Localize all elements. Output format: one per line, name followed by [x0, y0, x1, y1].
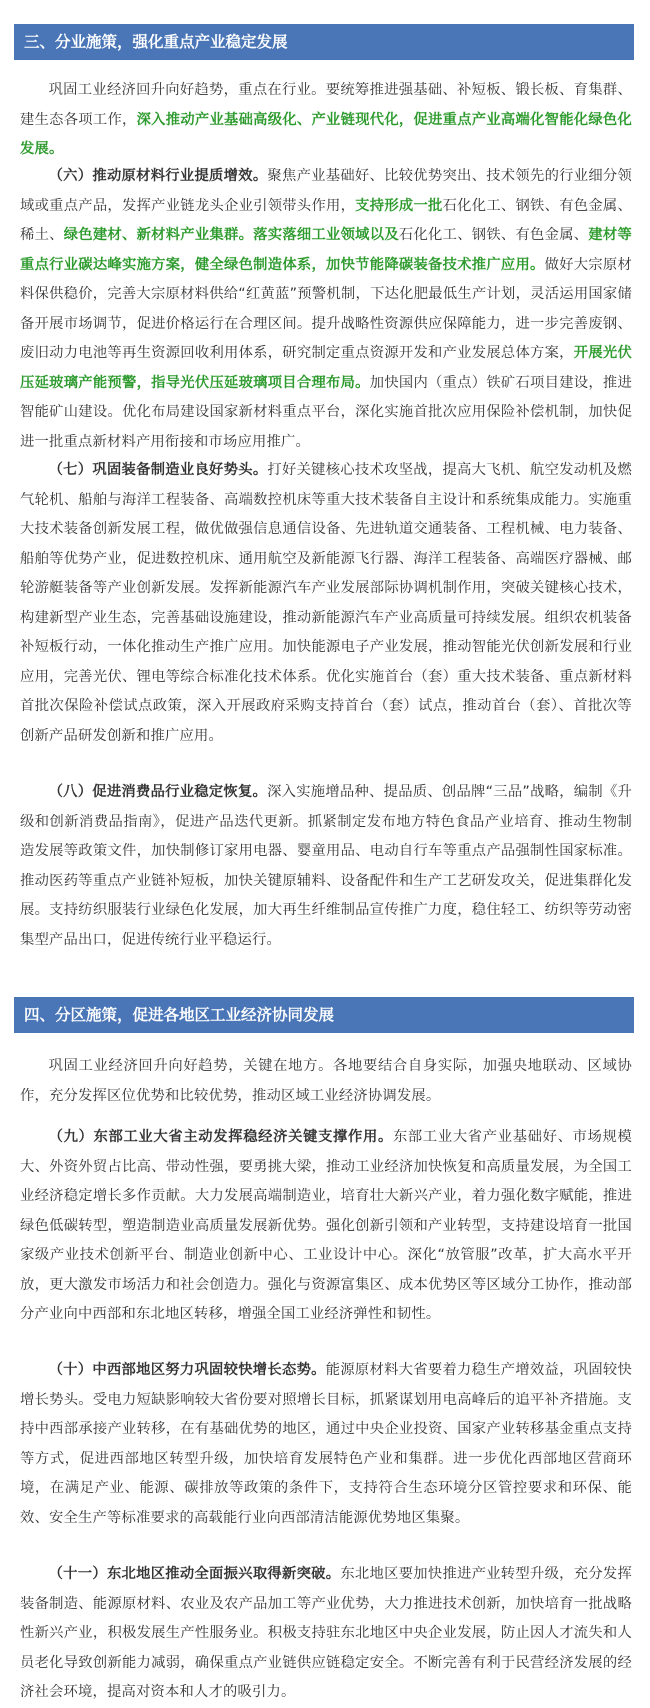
highlighted-text: 绿色建材、新材料产业集群。: [63, 227, 254, 243]
item-7-paragraph: [20, 456, 632, 751]
text-run: 巩固工业经济回升向好趋势，关键在地方。各地要结合自身实际，加强央地联动、区域协作，充分发挥区位优势和比较优势，推动区域工业经济协调发展。: [20, 1058, 632, 1104]
item-9-paragraph: [20, 1123, 632, 1330]
item-6-title: （六）推动原材料行业提质增效。: [48, 168, 268, 184]
item-7-title: （七）巩固装备制造业良好势头。: [48, 462, 268, 478]
text-run: 东部工业大省产业基础好、市场规模大、外资外贸占比高、带动性强，要勇挑大梁，推动工业经济加快恢复和高质量发展，为全国工业经济稳定增长多作贡献。大力发展高端制造业，培育壮大新兴产业，着力强化数字赋能，推进绿色低碳转型，塑造制造业高质量发展新优势。强化创新引领和产业转型，支持建设培育一批国家级产业技术创新平台、制造业创新中心、工业设计中心。深化“放管服”改革，扩大高水平开放，更大激发市场活力和社会创造力。强化与资源富集区、成本优势区等区域分工协作，推动部分产业向中西部和东北地区转移，增强全国工业经济弹性和韧性。: [20, 1129, 632, 1322]
highlighted-text: 建材等重点行业碳达峰实施方案，健全绿色制造体系，加快节能降碳装备技术推广应用。: [20, 227, 633, 273]
text-run: 聚焦产业基础好、比较优势突出、技术领先的行业细分领域或重点产品，发挥产业链龙头企业引领带头作用，: [20, 168, 632, 214]
section-header-4: 四、分区施策，促进各地区工业经济协同发展: [14, 997, 634, 1033]
section-3-intro: [20, 76, 632, 165]
item-8-title: （八）促进消费品行业稳定恢复。: [48, 784, 268, 800]
item-10-title: （十）中西部地区努力巩固较快增长态势。: [48, 1362, 326, 1378]
section-header-3: 三、分业施策，强化重点产业稳定发展: [14, 24, 634, 60]
highlighted-text: 深入推动产业基础高级化、产业链现代化，促进重点产业高端化智能化绿色化发展。: [20, 111, 632, 157]
item-8-paragraph: [20, 778, 632, 955]
text-run: 做好大宗原材料保供稳价，完善大宗原材料供给“红黄蓝”预警机制，下达化肥最低生产计划，灵活运用国家储备开展市场调节，促进价格运行在合理区间。提升战略性资源供应保障能力，进一步完善废钢、废旧动力电池等再生资源回收利用体系，研究制定重点资源开发和产业发展总体方案，: [20, 256, 633, 361]
text-run: 东北地区要加快推进产业转型升级，充分发挥装备制造、能源原材料、农业及农产品加工等产业优势，大力推进技术创新，加快培育一批战略性新兴产业，积极发展生产性服务业。积极支持驻东北地区中央企业发展，防止因人才流失和人员老化导致创新能力减弱，确保重点产业链供应链稳定安全。不断完善有利于民营经济发展的经济社会环境，提高对资本和人才的吸引力。: [20, 1566, 632, 1700]
text-run: 石化化工、钢铁、有色金属、稀土、: [20, 197, 632, 243]
section-4-intro: [20, 1052, 632, 1111]
item-6-paragraph: [20, 162, 632, 457]
item-11-paragraph: [20, 1560, 632, 1708]
item-11-title: （十一）东北地区推动全面振兴取得新突破。: [48, 1566, 341, 1582]
text-run: 打好关键核心技术攻坚战，提高大飞机、航空发动机及燃气轮机、船舶与海洋工程装备、高端数控机床等重大技术装备自主设计和系统集成能力。实施重大技术装备创新发展工程，做优做强信息通信设备、先进轨道交通装备、工程机械、电力装备、船舶等优势产业，促进数控机床、通用航空及新能源飞行器、海洋工程装备、高端医疗器械、邮轮游艇装备等产业创新发展。发挥新能源汽车产业发展部际协调机制作用，突破关键核心技术，构建新型产业生态，完善基础设施建设，推动新能源汽车产业高质量可持续发展。组织农机装备补短板行动，一体化推动生产推广应用。加快能源电子产业发展，推动智能光伏创新发展和行业应用，完善光伏、锂电等综合标准化技术体系。优化实施首台（套）重大技术装备、重点新材料首批次保险补偿试点政策，深入开展政府采购支持首台（套）试点，推动首台（套）、首批次等创新产品研发创新和推广应用。: [20, 462, 632, 744]
highlighted-text: 开展光伏压延玻璃产能预警，指导光伏压延玻璃项目合理布局。: [20, 345, 632, 391]
highlighted-text: 支持形成一批: [355, 197, 443, 214]
item-10-paragraph: [20, 1356, 632, 1533]
text-run: 加快国内（重点）铁矿石项目建设，推进智能矿山建设。优化布局建设国家新材料重点平台，深化实施首批次应用保险补偿机制，加快促进一批重点新材料产用衔接和市场应用推广。: [20, 374, 632, 450]
highlighted-text: 落实落细工业领域以及: [253, 227, 399, 243]
text-run: 石化化工、钢铁、有色金属、: [398, 227, 589, 243]
text-run: 能源原材料大省要着力稳生产增效益，巩固较快增长势头。受电力短缺影响较大省份要对照增长目标，抓紧谋划用电高峰后的追平补齐措施。支持中西部承接产业转移，在有基础优势的地区，通过中央企业投资、国家产业转移基金重点支持等方式，促进西部地区转型升级，加快培育发展特色产业和集群。进一步优化西部地区营商环境，在满足产业、能源、碳排放等政策的条件下，支持符合生态环境分区管控要求和环保、能效、安全生产等标准要求的高载能行业向西部清洁能源优势地区集聚。: [20, 1362, 632, 1526]
item-9-title: （九）东部工业大省主动发挥稳经济关键支撑作用。: [48, 1129, 393, 1145]
text-run: 巩固工业经济回升向好趋势，重点在行业。要统筹推进强基础、补短板、锻长板、育集群、建生态各项工作，: [20, 82, 632, 128]
text-run: 深入实施增品种、提品质、创品牌“三品”战略，编制《升级和创新消费品指南》，促进产品迭代更新。抓紧制定发布地方特色食品产业培育、推动生物制造发展等政策文件，加快制修订家用电器、婴童用品、电动自行车等重点产品强制性国家标准。推动医药等重点产业链补短板，加快关键原辅料、设备配件和生产工艺研发攻关，促进集群化发展。支持纺织服装行业绿色化发展，加大再生纤维制品宣传推广力度，稳住轻工、纺织等劳动密集型产品出口，促进传统行业平稳运行。: [20, 784, 633, 948]
